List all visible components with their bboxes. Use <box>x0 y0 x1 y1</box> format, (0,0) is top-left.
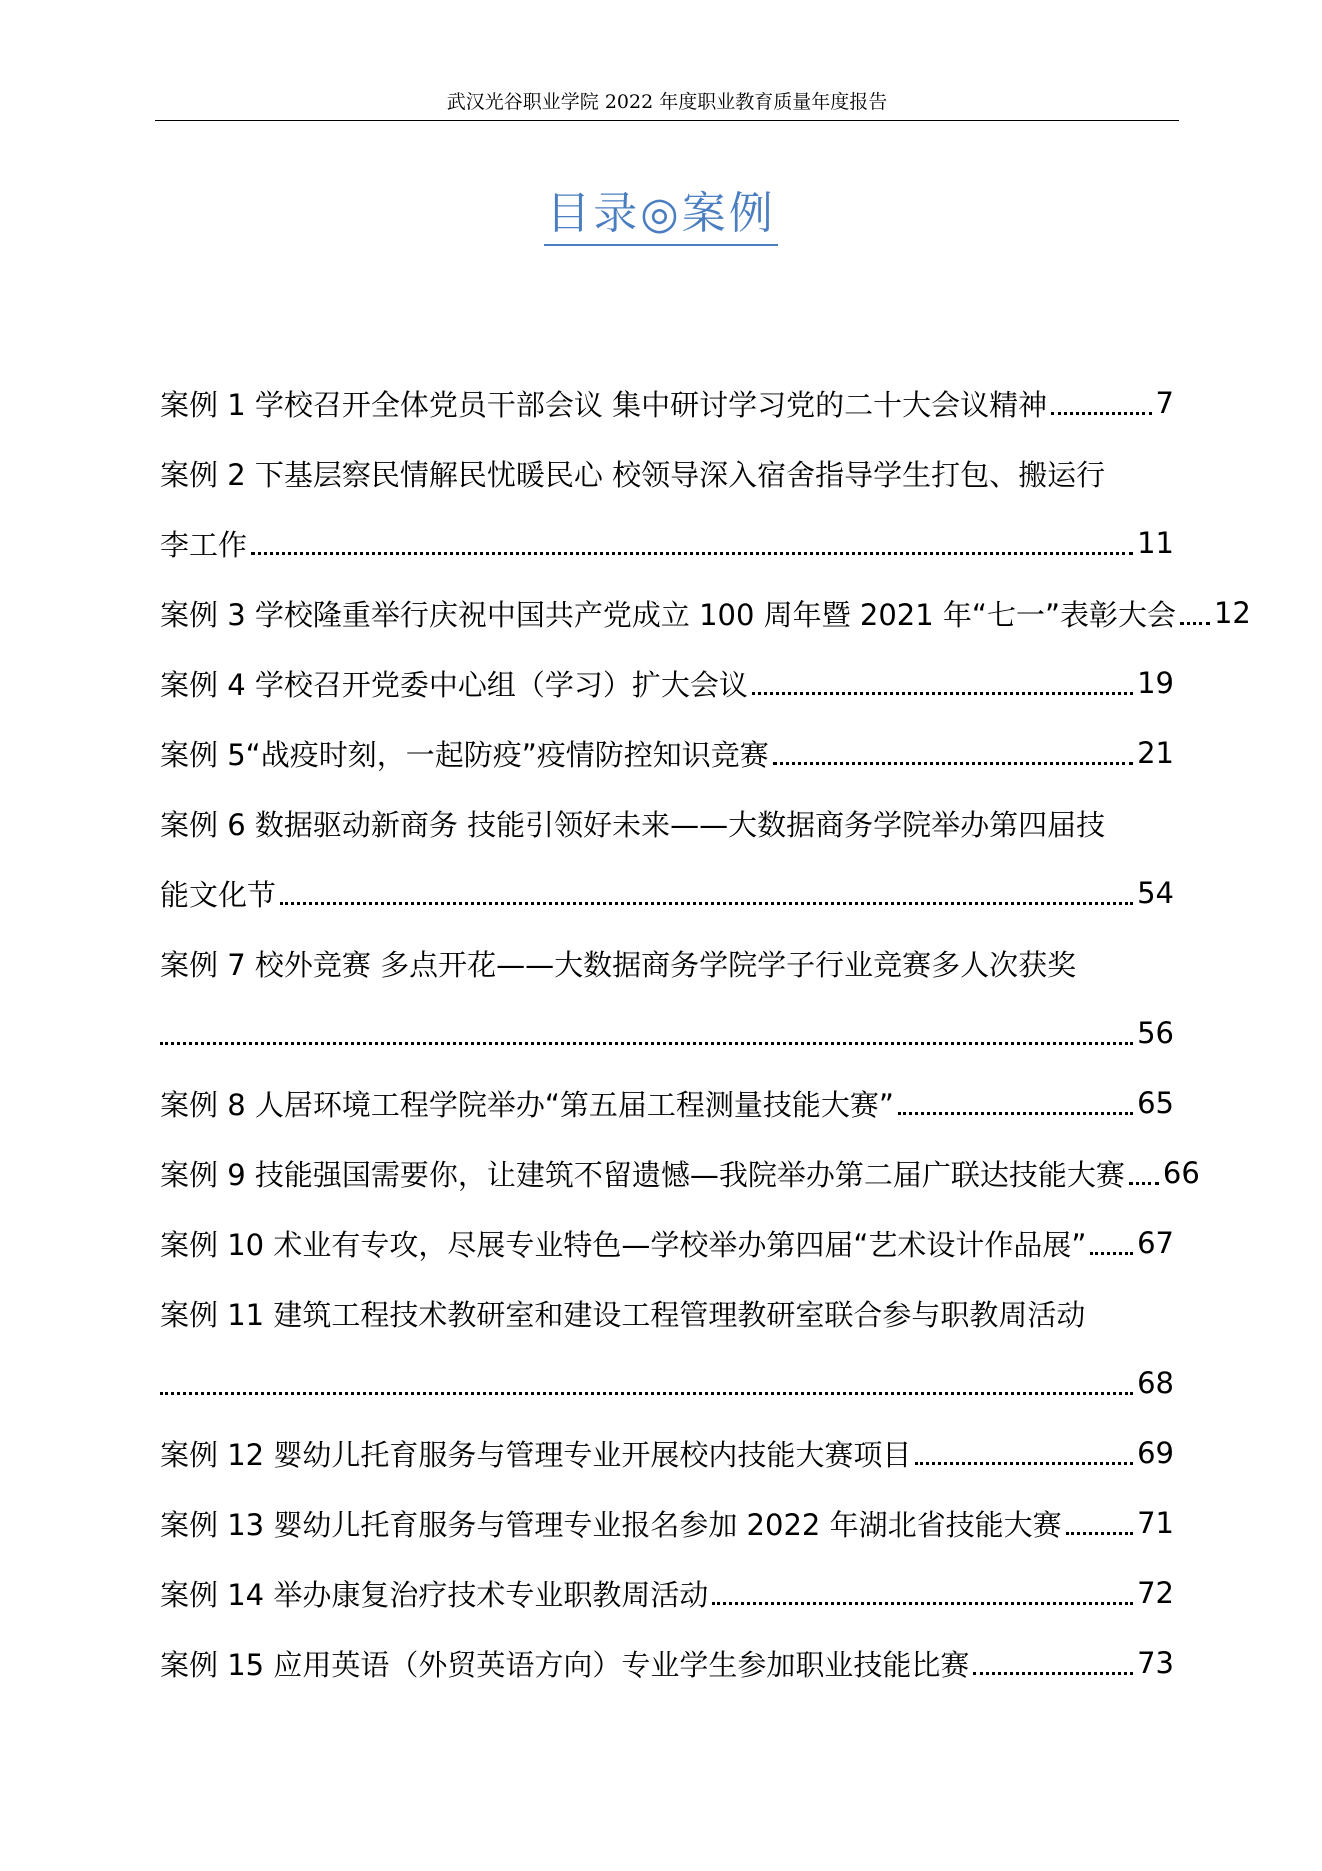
toc-page-number: 71 <box>1137 1506 1174 1540</box>
toc-page-number: 7 <box>1155 386 1174 420</box>
toc-entry-15[interactable] <box>160 1628 1174 1698</box>
toc-entry-text: 案例 6 数据驱动新商务 技能引领好未来——大数据商务学院举办第四届技 <box>160 807 1106 842</box>
toc-page-number: 56 <box>1137 1016 1174 1050</box>
toc-entry-2[interactable] <box>160 438 1174 508</box>
toc-entry-text: 案例 12 婴幼儿托育服务与管理专业开展校内技能大赛项目 <box>160 1437 912 1472</box>
toc-entry-14[interactable] <box>160 1558 1174 1628</box>
toc-entry-text: 案例 14 举办康复治疗技术专业职教周活动 <box>160 1577 709 1612</box>
page-header: 武汉光谷职业学院 2022 年度职业教育质量年度报告 <box>155 88 1179 121</box>
toc-entry-text: 案例 10 术业有专攻，尽展专业特色—学校举办第四届“艺术设计作品展” <box>160 1227 1087 1262</box>
toc-entry-11[interactable] <box>160 1278 1174 1348</box>
dot-leader <box>773 762 1133 765</box>
toc-page-number: 54 <box>1137 876 1174 910</box>
dot-leader <box>160 1392 1133 1395</box>
dot-leader <box>1051 412 1151 415</box>
toc-page-number: 19 <box>1137 666 1174 700</box>
toc-entry-7[interactable] <box>160 928 1174 998</box>
toc-entry-2-cont[interactable] <box>160 508 1174 578</box>
toc-entry-11-cont[interactable] <box>160 1348 1174 1418</box>
toc-page-number: 21 <box>1137 736 1174 770</box>
toc-entry-5[interactable] <box>160 718 1174 788</box>
dot-leader <box>1180 622 1210 625</box>
toc-entry-text: 案例 3 学校隆重举行庆祝中国共产党成立 100 周年暨 2021 年“七一”表彰大会 <box>160 597 1176 632</box>
dot-leader <box>1129 1182 1159 1185</box>
dot-leader <box>1090 1252 1133 1255</box>
dot-leader <box>915 1462 1133 1465</box>
dot-leader <box>898 1112 1133 1115</box>
toc-entry-text: 案例 15 应用英语（外贸英语方向）专业学生参加职业技能比赛 <box>160 1647 970 1682</box>
dot-leader <box>160 1042 1133 1045</box>
toc-page-number: 67 <box>1137 1226 1174 1260</box>
toc-page-number: 66 <box>1162 1156 1200 1190</box>
toc-entry-13[interactable] <box>160 1488 1174 1558</box>
toc-entry-text: 案例 5“战疫时刻，一起防疫”疫情防控知识竞赛 <box>160 737 769 772</box>
toc-page-number: 72 <box>1137 1576 1174 1610</box>
toc-entry-1[interactable] <box>160 368 1174 438</box>
toc-entry-text: 案例 9 技能强国需要你，让建筑不留遗憾—我院举办第二届广联达技能大赛 <box>160 1157 1125 1192</box>
dot-leader <box>712 1602 1133 1605</box>
toc-page-number: 65 <box>1137 1086 1174 1120</box>
dot-leader <box>973 1672 1133 1675</box>
toc-entry-12[interactable] <box>160 1418 1174 1488</box>
toc-entry-6[interactable] <box>160 788 1174 858</box>
toc-page-number: 68 <box>1137 1366 1174 1400</box>
dot-leader <box>1066 1532 1134 1535</box>
toc-entry-text: 案例 13 婴幼儿托育服务与管理专业报名参加 2022 年湖北省技能大赛 <box>160 1507 1062 1542</box>
toc-entry-3[interactable] <box>160 578 1251 648</box>
dot-leader <box>280 902 1133 905</box>
toc-page-number: 69 <box>1137 1436 1174 1470</box>
toc-entry-text: 案例 11 建筑工程技术教研室和建设工程管理教研室联合参与职教周活动 <box>160 1297 1086 1332</box>
toc-title[interactable]: 目录◎案例 <box>544 186 777 246</box>
toc-entry-text: 案例 7 校外竞赛 多点开花——大数据商务学院学子行业竞赛多人次获奖 <box>160 947 1077 982</box>
dot-leader <box>752 692 1133 695</box>
toc-page-number: 12 <box>1213 596 1251 630</box>
toc-entry-9[interactable] <box>160 1138 1200 1208</box>
toc-entry-4[interactable] <box>160 648 1174 718</box>
title-wrap <box>0 186 1322 246</box>
toc-page-number: 11 <box>1137 526 1174 560</box>
toc-entry-text: 案例 2 下基层察民情解民忧暖民心 校领导深入宿舍指导学生打包、搬运行 <box>160 457 1106 492</box>
toc-entry-text-cont: 李工作 <box>160 527 248 562</box>
toc-entry-text-cont: 能文化节 <box>160 877 277 912</box>
toc-entry-text: 案例 4 学校召开党委中心组（学习）扩大会议 <box>160 667 748 702</box>
table-of-contents <box>160 368 1251 1698</box>
toc-entry-10[interactable] <box>160 1208 1174 1278</box>
toc-entry-8[interactable] <box>160 1068 1174 1138</box>
toc-entry-text: 案例 8 人居环境工程学院举办“第五届工程测量技能大赛” <box>160 1087 894 1122</box>
toc-entry-7-cont[interactable] <box>160 998 1174 1068</box>
toc-entry-text: 案例 1 学校召开全体党员干部会议 集中研讨学习党的二十大会议精神 <box>160 387 1048 422</box>
toc-page-number: 73 <box>1137 1646 1174 1680</box>
toc-entry-6-cont[interactable] <box>160 858 1174 928</box>
dot-leader <box>251 552 1133 555</box>
